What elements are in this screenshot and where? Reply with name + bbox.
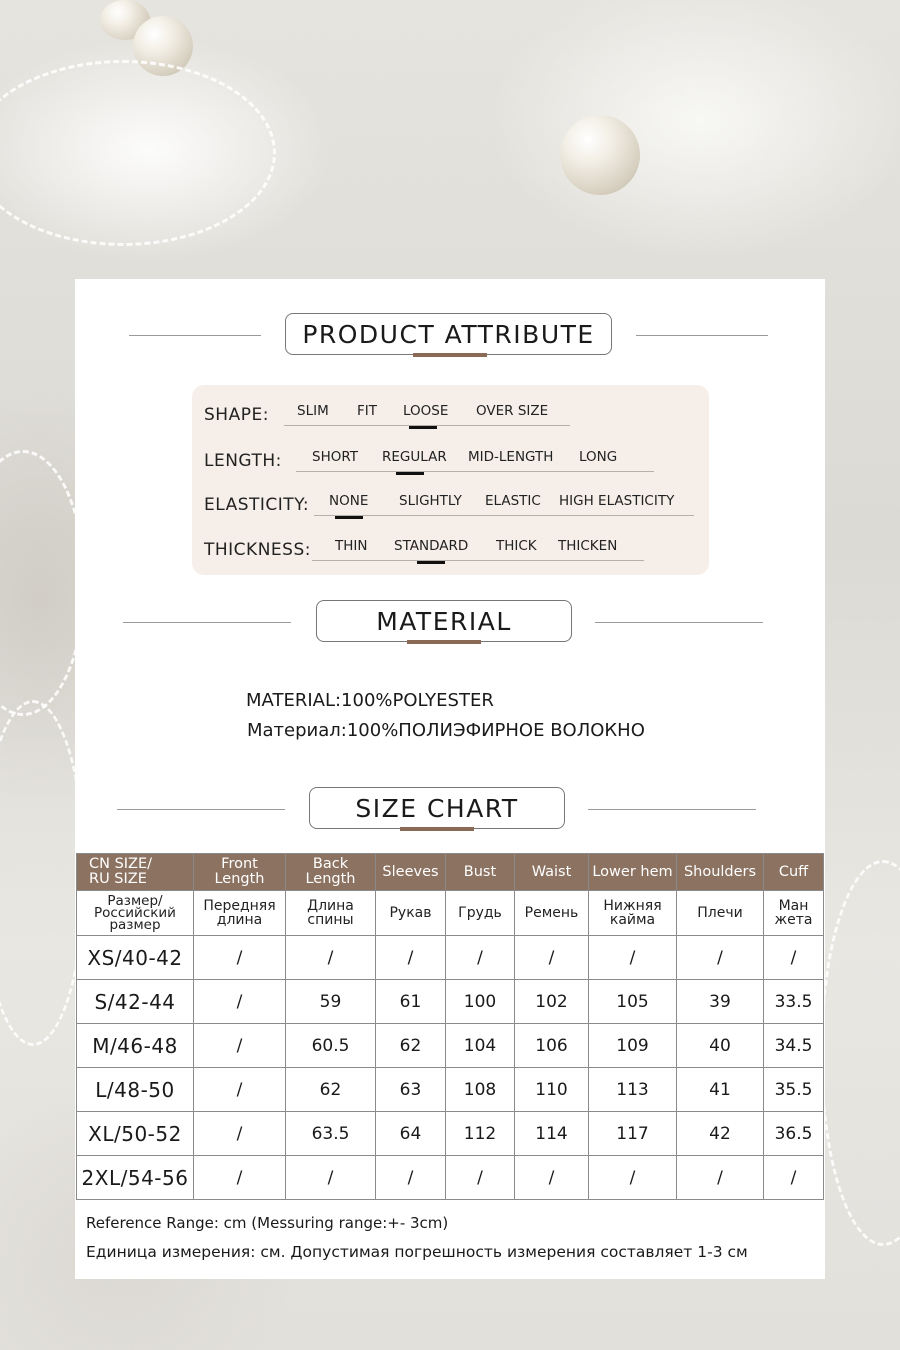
table-cell: / — [194, 980, 286, 1024]
divider-line — [117, 809, 285, 810]
table-cell: 62 — [376, 1024, 446, 1068]
material-title: MATERIAL — [316, 600, 572, 642]
table-cell: / — [446, 936, 515, 980]
table-cell: / — [764, 936, 824, 980]
table-cell: / — [194, 936, 286, 980]
header-cell: Sleeves — [376, 854, 446, 891]
footnote-ru: Единица измерения: см. Допустимая погрешность измерения составляет 1-3 см — [86, 1243, 748, 1261]
size-cell: M/46-48 — [77, 1024, 194, 1068]
table-cell: / — [194, 1156, 286, 1200]
size-cell: S/42-44 — [77, 980, 194, 1024]
header-cell: Lower hem — [589, 854, 677, 891]
table-cell: / — [515, 936, 589, 980]
option-long: LONG — [579, 449, 618, 465]
size-chart-table — [76, 853, 824, 1200]
table-cell: 63.5 — [286, 1112, 376, 1156]
material-section-header — [75, 600, 825, 646]
table-header-row-ru — [77, 891, 824, 936]
table-cell: 64 — [376, 1112, 446, 1156]
option-elastic: ELASTIC — [485, 493, 541, 509]
attribute-label: LENGTH: — [204, 451, 282, 471]
table-cell: / — [376, 1156, 446, 1200]
option-regular: REGULAR — [382, 449, 447, 465]
attribute-row-elasticity — [192, 485, 709, 525]
selected-marker — [396, 472, 424, 475]
divider-line — [636, 335, 768, 336]
table-row — [77, 1156, 824, 1200]
table-cell: / — [194, 1068, 286, 1112]
option-baseline — [312, 560, 644, 561]
header-cell: Передняя длина — [194, 891, 286, 936]
option-thin: THIN — [335, 538, 368, 554]
table-cell: 41 — [677, 1068, 764, 1112]
footnote-en: Reference Range: cm (Messuring range:+- 3cm) — [86, 1214, 449, 1232]
attribute-row-shape — [192, 395, 709, 435]
header-cell: Плечи — [677, 891, 764, 936]
table-cell: / — [286, 936, 376, 980]
option-high-elasticity: HIGH ELASTICITY — [559, 493, 675, 509]
size-cell: XL/50-52 — [77, 1112, 194, 1156]
header-cell: Waist — [515, 854, 589, 891]
option-slightly: SLIGHTLY — [399, 493, 462, 509]
table-cell: 105 — [589, 980, 677, 1024]
table-row — [77, 936, 824, 980]
material-en: MATERIAL:100%POLYESTER — [246, 690, 494, 711]
option-over-size: OVER SIZE — [476, 403, 549, 419]
header-cell: Back Length — [286, 854, 376, 891]
attribute-label: THICKNESS: — [204, 540, 311, 560]
lace-decoration — [0, 60, 276, 246]
material-ru: Материал:100%ПОЛИЭФИРНОЕ ВОЛОКНО — [247, 720, 645, 741]
product-info-card — [75, 279, 825, 1279]
table-cell: / — [677, 1156, 764, 1200]
header-cell: Ремень — [515, 891, 589, 936]
table-cell: / — [515, 1156, 589, 1200]
divider-line — [123, 622, 291, 623]
table-cell: 106 — [515, 1024, 589, 1068]
table-cell: 104 — [446, 1024, 515, 1068]
table-cell: 36.5 — [764, 1112, 824, 1156]
table-cell: 33.5 — [764, 980, 824, 1024]
table-header-row-en — [77, 854, 824, 891]
table-row — [77, 1068, 824, 1112]
header-cell: Front Length — [194, 854, 286, 891]
option-short: SHORT — [312, 449, 358, 465]
option-fit: FIT — [357, 403, 377, 419]
table-cell: / — [376, 936, 446, 980]
table-cell: 35.5 — [764, 1068, 824, 1112]
table-cell: 63 — [376, 1068, 446, 1112]
size-chart-section-header — [75, 787, 825, 833]
lace-decoration — [820, 860, 900, 1246]
size-chart-title: SIZE CHART — [309, 787, 565, 829]
option-none: NONE — [329, 493, 369, 509]
selected-marker — [409, 426, 437, 429]
table-cell: 117 — [589, 1112, 677, 1156]
table-cell: / — [446, 1156, 515, 1200]
header-cell: Ман жета — [764, 891, 824, 936]
attribute-title: PRODUCT ATTRIBUTE — [285, 313, 612, 355]
attribute-label: ELASTICITY: — [204, 495, 310, 515]
lace-decoration — [0, 450, 86, 716]
header-cell: Рукав — [376, 891, 446, 936]
table-cell: / — [194, 1024, 286, 1068]
option-slim: SLIM — [297, 403, 329, 419]
table-cell: 112 — [446, 1112, 515, 1156]
table-row — [77, 980, 824, 1024]
table-cell: 59 — [286, 980, 376, 1024]
header-cell: CN SIZE/ RU SIZE — [77, 854, 194, 891]
selected-marker — [417, 561, 445, 564]
table-cell: / — [286, 1156, 376, 1200]
title-accent-bar — [413, 353, 487, 357]
attribute-row-thickness — [192, 530, 709, 570]
header-cell: Длина спины — [286, 891, 376, 936]
table-cell: 108 — [446, 1068, 515, 1112]
table-cell: 61 — [376, 980, 446, 1024]
table-cell: / — [764, 1156, 824, 1200]
attribute-label: SHAPE: — [204, 405, 269, 425]
table-row — [77, 1112, 824, 1156]
table-cell: 100 — [446, 980, 515, 1024]
table-cell: / — [194, 1112, 286, 1156]
divider-line — [129, 335, 261, 336]
header-cell: Размер/ Российский размер — [77, 891, 194, 936]
divider-line — [588, 809, 756, 810]
header-cell: Cuff — [764, 854, 824, 891]
pearl-decoration — [560, 115, 640, 195]
divider-line — [595, 622, 763, 623]
header-cell: Shoulders — [677, 854, 764, 891]
table-cell: 60.5 — [286, 1024, 376, 1068]
lace-decoration — [0, 700, 86, 1046]
table-cell: 109 — [589, 1024, 677, 1068]
table-row — [77, 1024, 824, 1068]
table-cell: 62 — [286, 1068, 376, 1112]
header-cell: Bust — [446, 854, 515, 891]
size-cell: L/48-50 — [77, 1068, 194, 1112]
table-cell: / — [677, 936, 764, 980]
attribute-section-header — [75, 313, 825, 359]
table-cell: 34.5 — [764, 1024, 824, 1068]
size-cell: 2XL/54-56 — [77, 1156, 194, 1200]
table-cell: 114 — [515, 1112, 589, 1156]
table-cell: / — [589, 1156, 677, 1200]
table-cell: 42 — [677, 1112, 764, 1156]
table-cell: 113 — [589, 1068, 677, 1112]
selected-marker — [335, 516, 363, 519]
title-accent-bar — [400, 827, 474, 831]
header-cell: Грудь — [446, 891, 515, 936]
option-thick: THICK — [496, 538, 537, 554]
table-cell: 102 — [515, 980, 589, 1024]
option-loose: LOOSE — [403, 403, 449, 419]
header-cell: Нижняя кайма — [589, 891, 677, 936]
attribute-row-length — [192, 441, 709, 481]
table-cell: 39 — [677, 980, 764, 1024]
attribute-panel — [192, 385, 709, 575]
option-baseline — [296, 471, 654, 472]
option-mid-length: MID-LENGTH — [468, 449, 554, 465]
option-standard: STANDARD — [394, 538, 469, 554]
table-cell: 110 — [515, 1068, 589, 1112]
table-cell: 40 — [677, 1024, 764, 1068]
table-cell: / — [589, 936, 677, 980]
option-thicken: THICKEN — [558, 538, 618, 554]
option-baseline — [314, 515, 694, 516]
size-cell: XS/40-42 — [77, 936, 194, 980]
title-accent-bar — [407, 640, 481, 644]
